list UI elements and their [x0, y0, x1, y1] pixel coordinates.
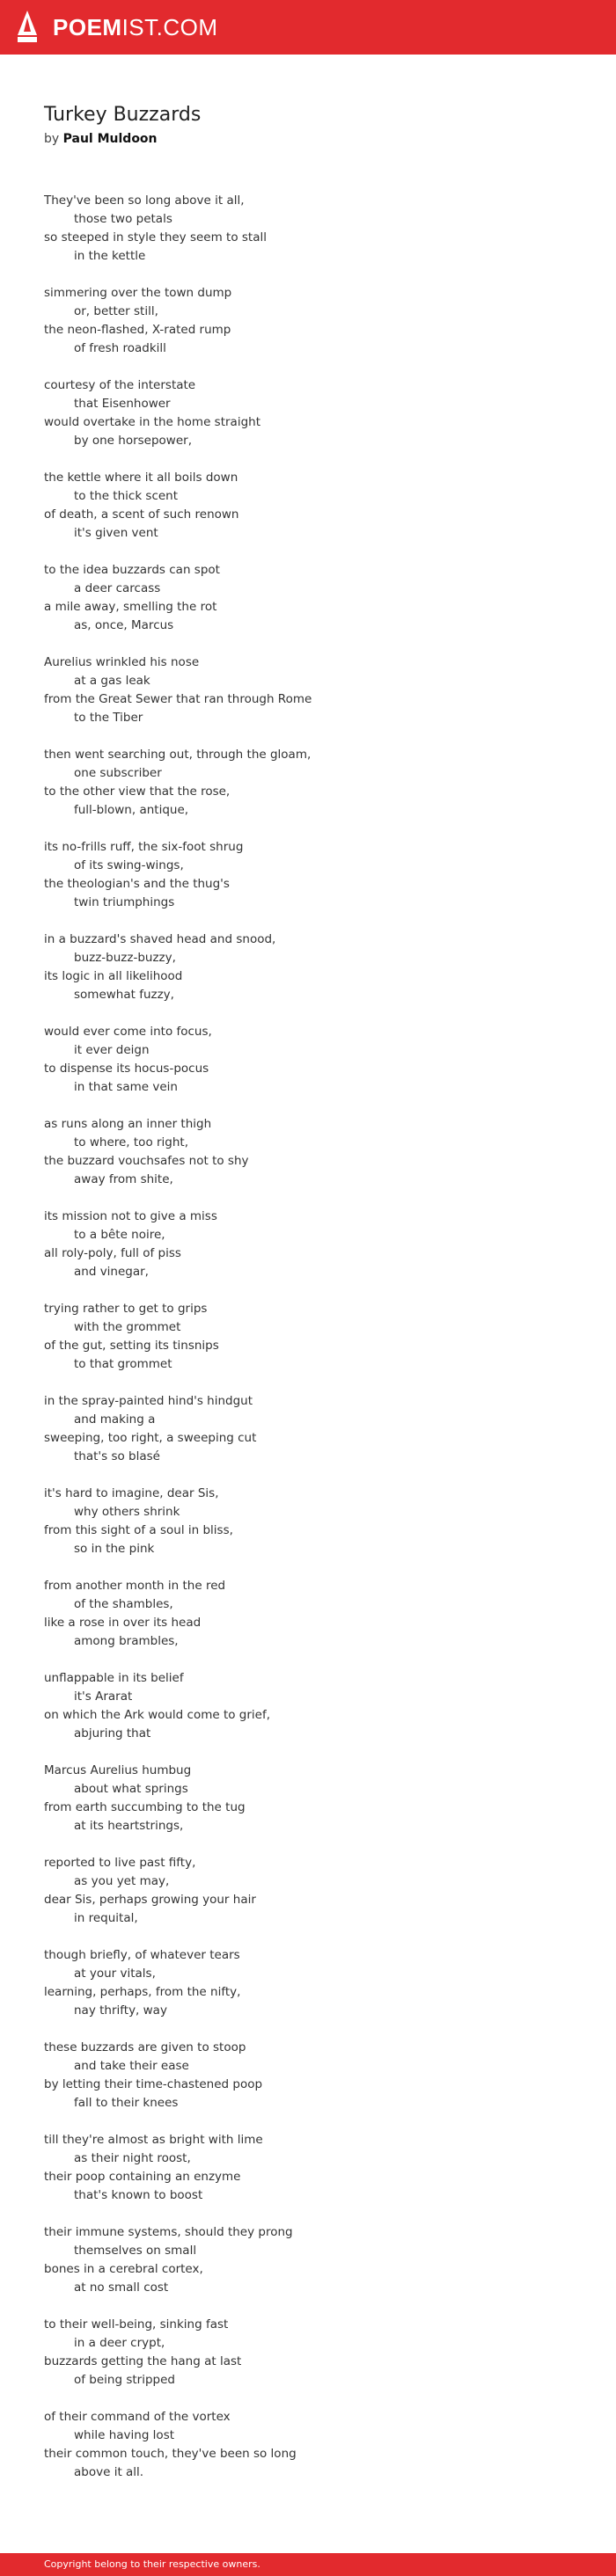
poem-line: Aurelius wrinkled his nose: [44, 655, 200, 669]
poem-line: to dispense its hocus-pocus: [44, 1062, 209, 1076]
poem-line: at a gas leak: [74, 674, 150, 688]
poem-line: of the gut, setting its tinsnips: [44, 1339, 219, 1353]
poem-stanza: [44, 1946, 312, 2020]
poem-line: from this sight of a soul in bliss,: [44, 1523, 233, 1537]
poem-stanza: [44, 930, 312, 1004]
poem-line: like a rose in over its head: [44, 1616, 202, 1630]
poem-line: by letting their time-chastened poop: [44, 2077, 263, 2091]
poem-line: as, once, Marcus: [74, 618, 174, 632]
poem-line: the kettle where it all boils down: [44, 471, 238, 485]
poem-line: by one horsepower,: [74, 434, 192, 448]
poem-line: those two petals: [74, 212, 172, 226]
poem-line: as you yet may,: [74, 1874, 170, 1888]
poem-line: these buzzards are given to stoop: [44, 2040, 246, 2054]
poem-line: as their night roost,: [74, 2151, 191, 2165]
poem-line: that's so blasé: [74, 1449, 160, 1463]
poem-line: nay thrifty, way: [74, 2003, 167, 2018]
poem-stanza: [44, 1577, 312, 1651]
poem-stanza: [44, 1208, 312, 1281]
poem-line: at its heartstrings,: [74, 1819, 184, 1833]
poem-line: till they're almost as bright with lime: [44, 2133, 263, 2147]
poem-stanza: [44, 838, 312, 912]
poem-stanza: [44, 746, 312, 820]
poem-line: the theologian's and the thug's: [44, 877, 230, 891]
poem-line: abjuring that: [74, 1726, 151, 1740]
poem-line: among brambles,: [74, 1634, 179, 1648]
poem-stanza: [44, 1485, 312, 1558]
poem-stanza: [44, 469, 312, 543]
poem-line: would overtake in the home straight: [44, 415, 260, 429]
poem-line: from the Great Sewer that ran through Rome: [44, 692, 312, 706]
poem-line: a mile away, smelling the rot: [44, 600, 217, 614]
poem-stanza: [44, 1115, 312, 1189]
poem-line: to a bête noire,: [74, 1228, 165, 1242]
poem-line: of its swing-wings,: [74, 858, 184, 872]
poem-line: it's Ararat: [74, 1689, 133, 1704]
poem-line: in a deer crypt,: [74, 2336, 165, 2350]
poem-line: unflappable in its belief: [44, 1671, 184, 1685]
poem-stanza: [44, 2131, 312, 2205]
poem-line: in requital,: [74, 1911, 138, 1925]
poem-line: so in the pink: [74, 1542, 155, 1556]
byline-prefix: by: [44, 132, 60, 146]
poem-line: it's given vent: [74, 526, 158, 540]
poem-line: dear Sis, perhaps growing your hair: [44, 1893, 256, 1907]
poem-line: of their command of the vortex: [44, 2410, 231, 2424]
poem-line: full-blown, antique,: [74, 803, 189, 817]
poem-stanza: [44, 653, 312, 727]
poem-line: it ever deign: [74, 1043, 150, 1057]
poem-line: with the grommet: [74, 1320, 181, 1334]
copyright-text: Copyright belong to their respective owners.: [44, 2558, 260, 2570]
poem-stanza: [44, 2408, 312, 2482]
poem-line: to the thick scent: [74, 489, 179, 503]
poem-line: why others shrink: [74, 1505, 180, 1519]
poem-stanza: [44, 2039, 312, 2113]
poem-stanza: [44, 1023, 312, 1097]
logo-bold-text: POEM: [53, 14, 122, 40]
author-link[interactable]: Paul Muldoon: [62, 132, 158, 146]
poem-line: its no-frills ruff, the six-foot shrug: [44, 840, 244, 854]
poem-line: fall to their knees: [74, 2096, 179, 2110]
poem-line: and take their ease: [74, 2059, 189, 2073]
poem-line: in the kettle: [74, 249, 146, 263]
poem-line: so steeped in style they seem to stall: [44, 230, 267, 244]
poem-line: simmering over the town dump: [44, 286, 232, 300]
poem-line: the buzzard vouchsafes not to shy: [44, 1154, 249, 1168]
poem-line: and vinegar,: [74, 1265, 149, 1279]
poem-stanza: [44, 1854, 312, 1928]
poem-line: in that same vein: [74, 1080, 178, 1094]
poem-line: twin triumphings: [74, 895, 175, 909]
poem-line: from earth succumbing to the tug: [44, 1800, 246, 1814]
poem-line: in a buzzard's shaved head and snood,: [44, 932, 276, 946]
poem-line: of being stripped: [74, 2373, 175, 2387]
poem-stanza: [44, 561, 312, 635]
site-header: [0, 0, 616, 55]
poem-stanza: [44, 192, 312, 266]
poem-line: as runs along an inner thigh: [44, 1117, 212, 1131]
poem-stanza: [44, 284, 312, 358]
poem-line: learning, perhaps, from the nifty,: [44, 1985, 241, 1999]
poem-line: its logic in all likelihood: [44, 969, 183, 983]
poem-line: it's hard to imagine, dear Sis,: [44, 1486, 219, 1500]
poem-line: Marcus Aurelius humbug: [44, 1763, 192, 1777]
logo-light-text: IST.COM: [121, 14, 218, 40]
poem-line: then went searching out, through the gloam,: [44, 748, 312, 762]
poem-stanza: [44, 1392, 312, 1466]
poem-line: above it all.: [74, 2465, 144, 2479]
poem-line: to the Tiber: [74, 711, 143, 725]
poem-line: of the shambles,: [74, 1597, 173, 1611]
poem-line: their poop containing an enzyme: [44, 2170, 241, 2184]
poem-body: [44, 192, 312, 2500]
poem-line: to where, too right,: [74, 1135, 189, 1149]
poem-line: somewhat fuzzy,: [74, 988, 174, 1002]
poem-stanza: [44, 376, 312, 450]
poem-line: that's known to boost: [74, 2188, 203, 2202]
poem-line: a deer carcass: [74, 581, 161, 595]
poem-line: their immune systems, should they prong: [44, 2225, 293, 2239]
poem-line: from another month in the red: [44, 1579, 226, 1593]
poem-line: of death, a scent of such renown: [44, 507, 239, 522]
poem-line: buzzards getting the hang at last: [44, 2354, 242, 2368]
poem-line: at your vitals,: [74, 1967, 156, 1981]
poem-line: would ever come into focus,: [44, 1025, 212, 1039]
poem-line: bones in a cerebral cortex,: [44, 2262, 203, 2276]
pen-nib-logo-icon[interactable]: [16, 9, 39, 44]
poem-line: all roly-poly, full of piss: [44, 1246, 181, 1260]
site-footer: [0, 2553, 616, 2576]
poem-line: courtesy of the interstate: [44, 378, 196, 392]
poem-title: Turkey Buzzards: [44, 104, 202, 126]
poem-line: sweeping, too right, a sweeping cut: [44, 1431, 257, 1445]
poem-line: to that grommet: [74, 1357, 172, 1371]
poem-line: its mission not to give a miss: [44, 1209, 217, 1223]
poem-line: in the spray-painted hind's hindgut: [44, 1394, 253, 1408]
poem-line: away from shite,: [74, 1172, 173, 1186]
poem-line: themselves on small: [74, 2244, 197, 2258]
poem-line: at no small cost: [74, 2280, 169, 2295]
poem-line: or, better still,: [74, 304, 158, 318]
poem-stanza: [44, 1762, 312, 1835]
poem-line: buzz-buzz-buzzy,: [74, 951, 176, 965]
poem-line: that Eisenhower: [74, 397, 171, 411]
poem-line: while having lost: [74, 2428, 175, 2442]
poem-stanza: [44, 1300, 312, 1374]
poem-line: on which the Ark would come to grief,: [44, 1708, 271, 1722]
poem-line: reported to live past fifty,: [44, 1856, 196, 1870]
poem-line: and making a: [74, 1412, 156, 1427]
poem-stanza: [44, 1669, 312, 1743]
poem-line: their common touch, they've been so long: [44, 2447, 297, 2461]
poem-line: though briefly, of whatever tears: [44, 1948, 240, 1962]
poem-line: trying rather to get to grips: [44, 1302, 208, 1316]
poem-stanza: [44, 2223, 312, 2297]
byline: [44, 130, 158, 148]
site-logo[interactable]: [53, 12, 218, 42]
poem-line: They've been so long above it all,: [44, 193, 245, 208]
poem-line: to the idea buzzards can spot: [44, 563, 220, 577]
poem-line: to the other view that the rose,: [44, 784, 231, 799]
poem-line: one subscriber: [74, 766, 162, 780]
poem-line: of fresh roadkill: [74, 341, 166, 355]
poem-line: to their well-being, sinking fast: [44, 2317, 229, 2332]
poem-line: the neon-flashed, X-rated rump: [44, 323, 231, 337]
poem-line: about what springs: [74, 1782, 188, 1796]
poem-stanza: [44, 2316, 312, 2390]
